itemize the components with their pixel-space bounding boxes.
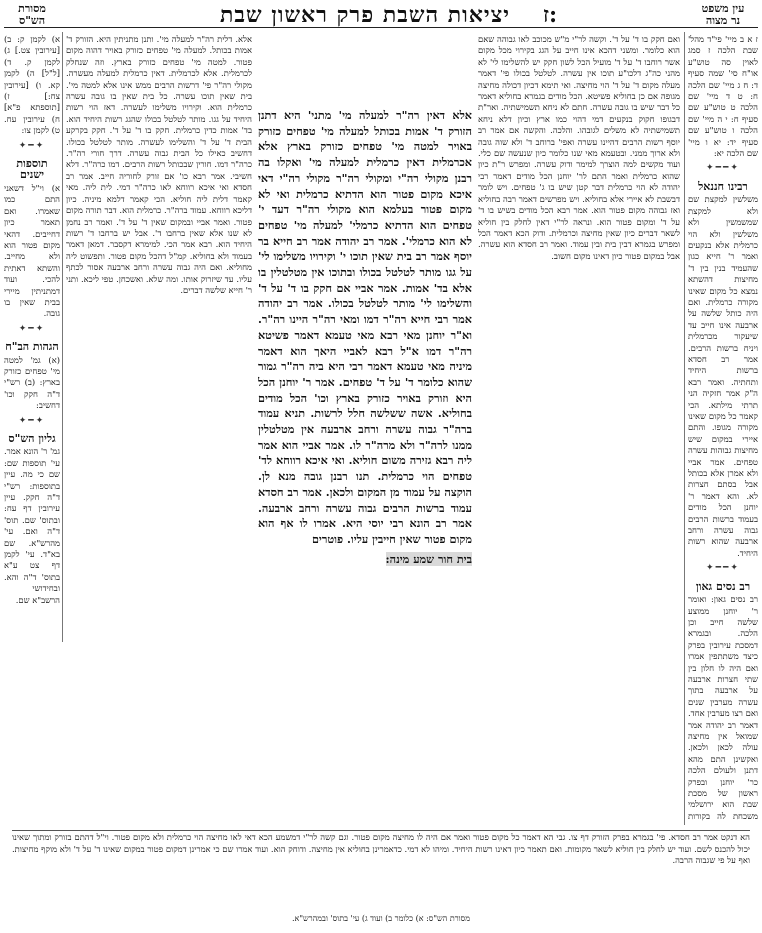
masoret-text: א) לקמן ק: ב) [עירובין צט.] ג) לקמן ק. ד) [ל"ל] ה) לקמן קא. ו) [עירובין צח:] ז) [תוספתא פ"א] ח) עירובין עח. ט) לקמן צו:	[4, 34, 60, 136]
page-number: ז:	[542, 2, 558, 28]
left-margin-column	[4, 34, 60, 644]
shaded-phrase: בית חור שמע מינה:	[385, 551, 472, 566]
ein-mishpat-label: עין משפט נר מצוה	[701, 2, 745, 27]
tosafot-yeshanim-heading: תוספות ישנים	[16, 157, 48, 182]
rabbeinu-chananel-heading: רבינו חננאל	[698, 179, 748, 193]
hagahot-habach-heading: הגהות הב"ח	[5, 340, 59, 354]
tosafot-column	[478, 34, 680, 824]
rashi-column	[66, 34, 252, 824]
gemara-text: אלא דאין רה"ר למעלה מי' מתני' היא דתנן הזורק ד' אמות בכותל למעלה מי' טפחים כזורק באויר למטה מי' טפחים כזורק בארץ אלא אכרמלית דאין כרמלית למעלה מי' ואקלו בה רבנן מקולי רה"י ומקולי רה"ר מקולי רה"י דאי איכא מקום פטור הוא הדתיא כרמלית ואי לא מקום פטור בעלמא הוא מקולי רה"ר דעד י' טפחים הוא הדתיא כרמלי' למעלה מי' טפחים לא הוא כרמלי'. אמר רב יהודה אמר רב חייא בר יוסף אמר רב בית שאין תוכו י' וקירויו משלימו לי' על גגו מותר לטלטל בכולו ובתוכו אין מטלטלין בו אלא בד' אמות. אמר אביי אם חקק בו ד' על ד' והשלימו לי' מותר לטלטל בכולו. אמר רב יהודה אמר רבי חייא רה"ר דמו ומאי רה"ר היינו רה"ר. וא"ר יוחנן מאי רבא מאי טעמא דאמר פשיטא רה"ר דמו א"ל רבא לאביי היאך הוא דאמר מיניה מאי טעמא דאמר רבי היא ביה רה"ר גמור שהוא כלומר ד' על ד' טפחים. אמר ר' יוחנן הכל היא וזורק באויר כזורק בארץ וכו' הכל מודים בחוליא. אשה ששלשה חלל לרשות. תניא עמוד ברה"ר גבוה עשרה ורחב ארבעה אין מטלטלין ממנו לרה"ר ולא מרה"ר לו. אמר אביי הוא אמר ליה רבא גזירה משום חוליא. ואי איכא רווחא לד' טפחים הוי כרמלית. תנו רבנן גובה מנא לן. הוקצה על עמוד מן המקום ולכאן. אמר רב חסדא עמוד ברשות הרבים גבוה עשרה ורחב ארבעה. אמר רב הונא רבי יוסי היא. אמרו לו אף הוא מקום פטור שאין חייבין עליו. פוטרים	[258, 108, 472, 546]
footnote-line: מסורת הש"ס: א) כלומר ב) ועוד ג) עי' בתוס' ובמהרש"א.	[292, 914, 470, 923]
tosafot-text: ואם חקק בו ד' על ד'. וקשה לר"י מ"ש מכוכב לאו גבוהה שאם הוא כלומר. ומשני דהכא אינו חייב על הגג בקירוי מכל מקום אשר רוחבו ד' על ד' מועיל הכל לשון חקק יש להשלימו לי' לא מהני כה"ג דלכו"ע תוכו אין עשרה. לטלטל בכולו פי' דאמר מעלה מקום ד' על ד' הוי מחיצה. ואי תימא דכיון דכולה מחיצה מגופה אם כן בחוליא פשיטא. הכל מודים בגמרא בחוליא דאמר כל דבר שיש בו גובה עשרה. חתם לא ניחא תשמישתיה. ואר"ת דבגופו חקוק בנקעים דמי דהוי כמו ארץ וכיון דלא ניחא תשמישתיה לא משלים לגובהו. והלכה. והקשה אם אמר רב יוסף רשות הרבים דהיינו עשרה ואפי' ברוחב ד' ולא שוה גובה ולא ארוך ממני. ובטעמא מאי שנו כלומר כיון שנעשה שם כלי. ועוד מקשים למה הוצרך למימר ודוק עשרה. ומפרש ר"ת כיון שהוא כרמלית ואמר התם לר' יוחנן הכל מודים דאמר רבי יהודה לא הוי כרמלית דבר קטן שיש בו ג' טפחים. ויש לומר דבשבת לא איירי אלא בחוליא. ויש מפרשים דאמר רבה בחוליא ואז גבוהה מקום פטור הוא. אמר רבא הכל מודים בשיש בו ד' על ד' ומקום פטור הוא. ונראה לר"י דאין לחלק בין חוליא לשאר דברים כיון שאין מחיצה וכרמלית. ודוק הכא דאמר הכל ומפרש בגמרא דבין בית ובין עמוד. ואמר רב חסדא הוא עשרה. אבל במקום פטור כיון דאינו מקום חשוב.	[478, 34, 680, 261]
ein-mishpat-text: ז א ב מיי' פי"ד מהל' שבת הלכה ז סמג לאוין סה טוש"ע או"ח סי' שמה סעיף ד: ח ג מיי' שם הלכה ח: ט ד מיי' שם הלכה ט טוש"ע שם סעיף ח: י ה מיי' שם הלכה ו טוש"ע שם סעיף יד: יא ו מיי' שם הלכה יא:	[688, 34, 758, 159]
column-divider	[62, 32, 63, 642]
tosafot-yeshanim-text: א) וי"ל דשאני התם כמו שאמרו. ואם תאמר כיון דחייבים. דהאי מקום פטור הוא ולא מחייב. והשתא דאתית להכי. ועוד דמתניתין מיירי בבית שאין בו גובה.	[4, 182, 60, 319]
page-title: יציאות השבת פרק ראשון שבת	[219, 2, 510, 28]
header-rule	[4, 27, 758, 28]
bottom-rule	[12, 830, 750, 831]
masoret-label: מסורת הש"ס	[18, 2, 46, 27]
rav-nissim-gaon-heading: רב נסים גאון	[695, 579, 751, 593]
ornament-divider: ✦━━✦	[706, 163, 740, 174]
gilyon-text: גמ' ר' הונא אמר. עי' תוספות שם: שם כי מה. עיין בתוספות: רש"י ד"ה חקק. עיין עירובין דף עח: ובתוס' שם. תוס' ד"ה ואם. עי' מהרש"א. שם בא"ד. עי' לקמן דף צט ע"א בתוס' ד"ה והא. ובחידושי הרשב"א שם.	[4, 446, 60, 605]
ornament-divider: ✦━✦	[18, 140, 46, 151]
ornament-divider: ✦━━✦	[706, 563, 740, 574]
rashi-text: אלא. דלית רה"ר למעלה מי'. ותנן מתניתין היא. הזורק ד' אמות בכותל. למעלה מי' טפחים כזורק באויר דהוה מקום פטור. למטה מי' טפחים כזורק בארץ. וזה שנחלק לכרמלית. אלא לכרמלית. דאין כרמלית למעלה מעשרה. מקולי רה"ר פי' דרשות הרבים ממש אינו אלא למטה מי'. בית שאין תוכו עשרה. כל בית שאין בו גובה עשרה כרמלית הוא. וקירויו משלימו לעשרה. דאז הוי רשות היחיד על גגו. מותר לטלטל בכולו שהגג רשות היחיד הוא. בד' אמות כדין כרמלית. חקק בו ד' על ד'. חקק בקרקע הבית ד' על ד' והשלימו לעשרה. מותר לטלטל בכולו. דחשיב כאילו כל הבית גבוה עשרה. דרך חורי רה"ר. כרה"ר דמו. חורין שבכותל רשות הרבים. דמו כרה"ר. דלא חשיבי. אמר רבא כו' אם זורק לחוריה חייב. אמר רב חסדא ואי איכא רווחא לאו כרה"ר דמי. לית ליה. מאי קאמר דלית ליה חוליא. הכי קאמר דלמא מיניה. כיון דליכא רווחא. עמוד ברה"ר. כרמלית הוא. דבר תורה מקום פטור. ואמר אביי ובמקום שאין ד' על ד'. ואמר רב נחמן לא שנו אלא שאין ברחבו ד'. אבל יש ברחבו ד' רשות היחיד הוא. רבא אמר הכי. למימרא דקסבר. דמאן דאמר בעמוד ולא בחוליא. קמ"ל דהכל מקום פטור. ותפשוט ליה מחוליא. ואם היה גבוה עשרה ורחב ארבעה אסור לכתף עליו. עד שיזרוק אותו. ומה שלא. ואשכחן. טפי ליכא. ותני ר' חייא שלשה דברים.	[66, 34, 252, 295]
right-margin-column	[688, 34, 758, 824]
ornament-divider: ✦━✦	[18, 323, 46, 334]
rav-nissim-gaon-text: רב נסים גאון: ואומר ר' יוחנן ממוצע שלשה חייב וכן הלכה. ובגמרא דמסכת עירובין בפרק כיצד משתתפין אמרו ואם היה לו חלון בין שתי חצרות ארבעה על ארבעה בתוך עשרה מערבין שנים ואם רצו מערבין אחד. דאמר רב יהודה אמר שמואל אין מחיצה עולה לכאן ולכאן. ואקשינן התם מהא דתנן ולעולם הלכה כר' יוחנן ובפרק ראשון של מסכת שבת הוא ירושלמי משכחת לה בקורות	[688, 594, 758, 821]
gilyon-hashas-heading: גליון הש"ס	[8, 432, 56, 445]
hagahot-text: (א) גמ' למטה מי' טפחים כזורק בארץ: (ב) רש"י ד"ה חקק וכו' דחשיב:	[4, 354, 60, 411]
gemara-main-text	[258, 108, 472, 826]
bottom-continuation-text: הא דנקט אמר רב חסדא. פי' בגמרא בפרק הזורק דף צו. גבי הא דאמר כל מקום פטור ואמר אם היה לו מחיצה מקום פטור. וגם קשה לר"י דמשמע הכא דאי לאו מחיצה הוי כרמלית ולא מקום פטור. וי"ל דהתם בזורק ומתוך שאינו יכול להכנס לשם. ועוד יש לחלק בין חוליא לשאר מקומות. ואם תאמר כיון דאינו רשות היחיד. ומיהו לא דמי. כדאמרינן בחוליא אין מחיצה. ודוחק הוא. ועוד אמרו שם כי אמרינן דמקום פטור במקום שאינו ד' על ד' ולא מוקף מחיצות. ואף על פי שגבוה הרבה.	[12, 832, 750, 865]
page-header	[0, 0, 762, 28]
ornament-divider: ✦━✦	[18, 415, 46, 426]
column-divider	[684, 32, 685, 825]
rabbeinu-chananel-text: משלשין למקצת שם ולא למקצת שמשמשין ולא משלשין ולא הוי כרמלית אלא בנקעים ואמר ר' חייא כגון שהעמיד בנין בין ד' מחיצות דהשתא נמצא כל מקום שאינו מקורה כרמלית. ואם היה כותל שלשה על ארבעה אינו חייב עד שיעקור מכרמלית ויניח ברשות הרבים. אמר רב חסדא ברשות היחיד ותחתיה. ואמר רבא ה"ק אמר חזקיה הני תרתי מילתא. הכי קאמר כל מקום שאינו מקורה מגופו. והתם איירי במקום שיש מחיצות גבוהות עשרה טפחים. אמר אביי ולא אמרן אלא בכותל אבל בסתם חצרות לא. והא דאמר ר' יוחנן הכל מודים בעמוד ברשות הרבים גבוה עשרה ורחב ארבעה שהוא רשות היחיד.	[688, 194, 758, 558]
